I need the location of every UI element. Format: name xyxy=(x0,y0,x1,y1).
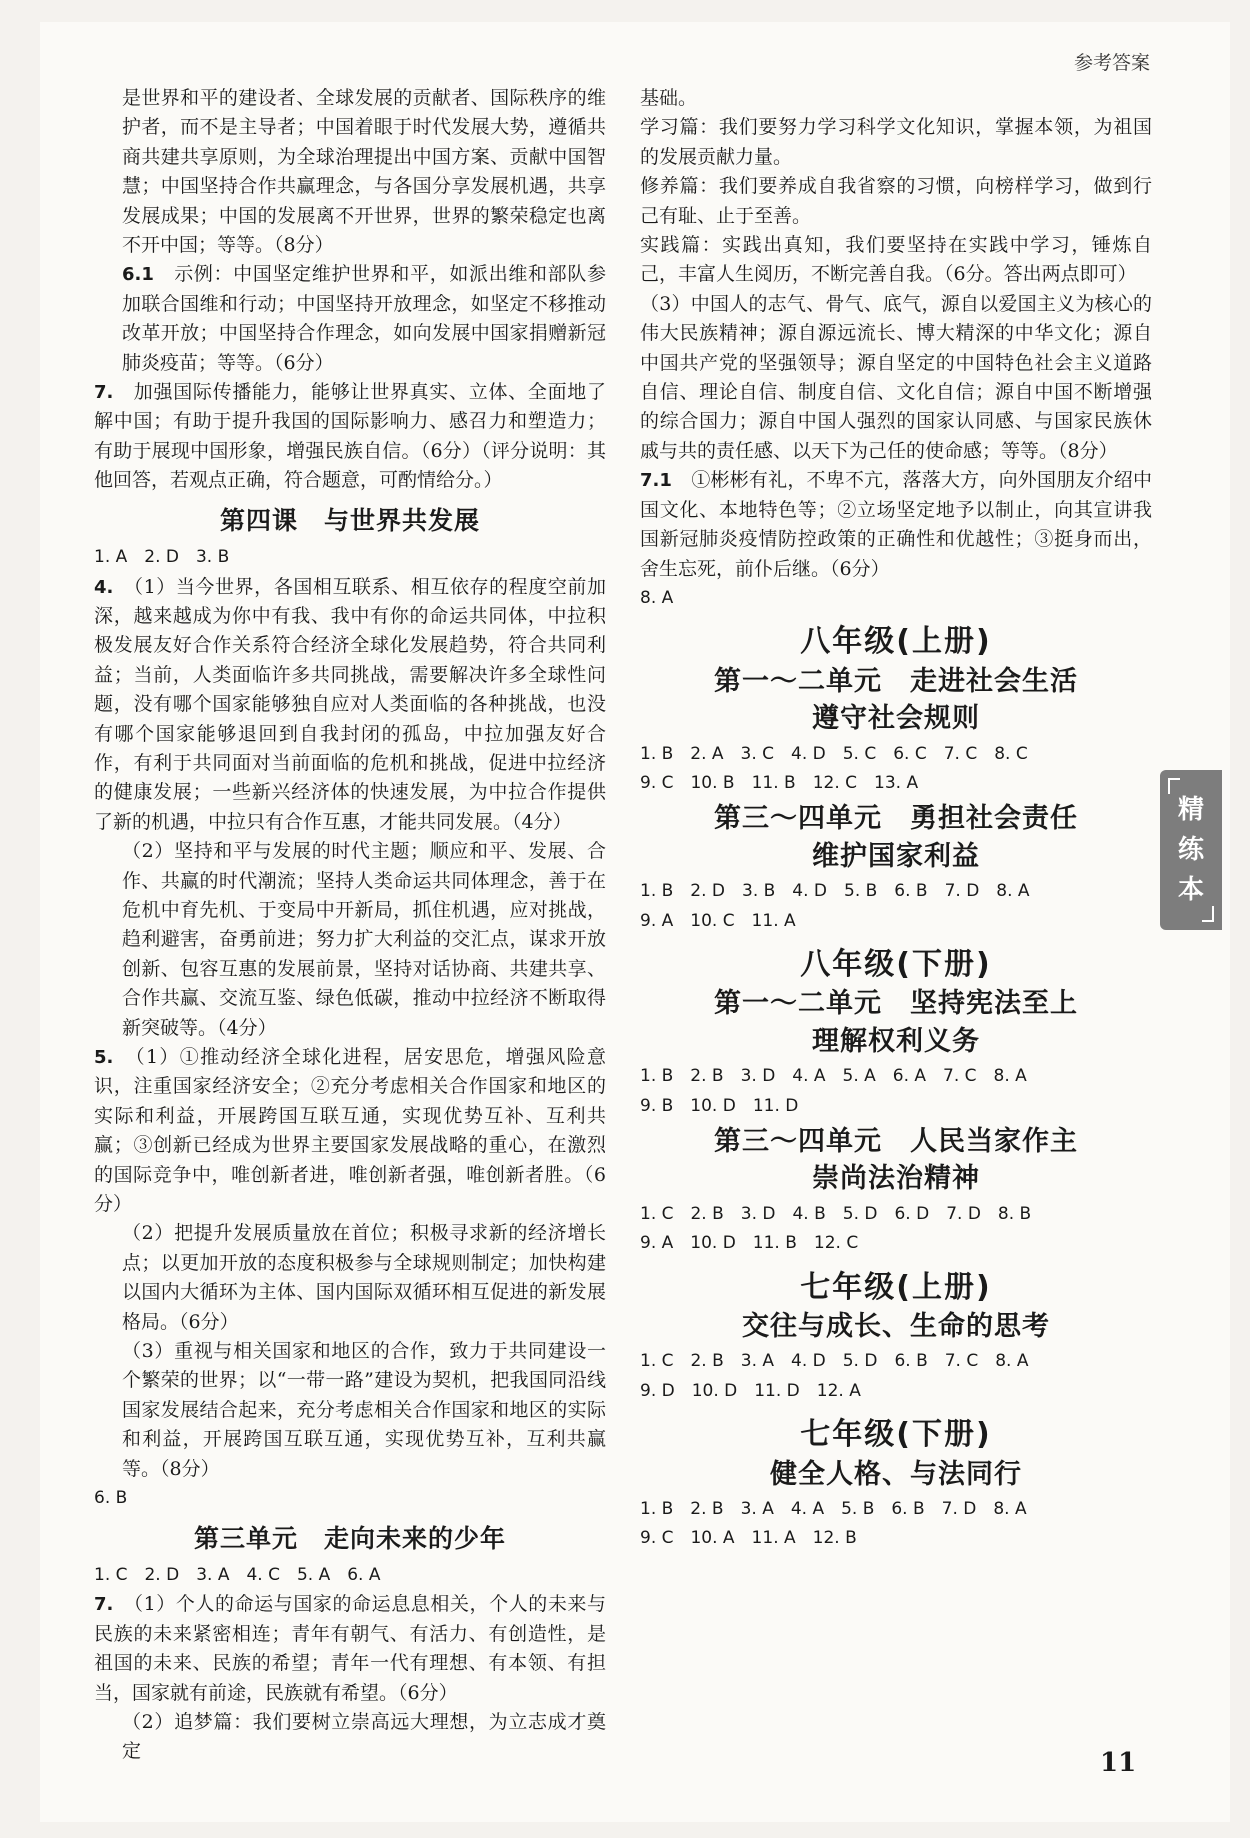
left-column xyxy=(94,84,606,1767)
header-label: 参考答案 xyxy=(1073,52,1150,74)
g7b-answers-2: 9. C 10. A 11. A 12. B xyxy=(640,1528,857,1549)
q6-1-number: 6.1 xyxy=(122,264,154,286)
g7a-answers-2: 9. D 10. D 11. D 12. A xyxy=(640,1380,861,1401)
unit3-mc: 1. C 2. D 3. A 4. C 5. A 6. A xyxy=(94,1564,381,1585)
g8b-unit2-answers-2: 9. A 10. D 11. B 12. C xyxy=(640,1233,859,1254)
side-tab-char-1: 精 xyxy=(1177,795,1204,825)
cont-practice: 实践篇：实践出真知，我们要坚持在实践中学习，锤炼自己，丰富人生阅历，不断完善自我。（6分。答出两点即可） xyxy=(640,234,1152,286)
q8-answer: 8. A xyxy=(640,587,674,608)
g8b-unit1-answers-2: 9. B 10. D 11. D xyxy=(640,1095,799,1116)
cont-cultivation: 修养篇：我们要养成自我省察的习惯，向榜样学习，做到行己有耻、止于至善。 xyxy=(640,175,1152,227)
q5 xyxy=(94,1043,606,1219)
q5-2-text: （2）把提升发展质量放在首位；积极寻求新的经济增长点；以更加开放的态度积极参与全球规则制定；加快构建以国内大循环为主体、国内国际双循环相互促进的新发展格局。（6分） xyxy=(122,1222,606,1333)
page-number: 11 xyxy=(1100,1748,1137,1778)
q7-1 xyxy=(640,466,1152,584)
g7a-answers-1: 1. C 2. B 3. A 4. D 5. D 6. B 7. C 8. A xyxy=(640,1351,1029,1372)
q7-number: 7. xyxy=(94,382,114,404)
side-tab-char-3: 本 xyxy=(1177,875,1204,905)
unit3-q7 xyxy=(94,1590,606,1708)
q7-text: 加强国际传播能力，能够让世界真实、立体、全面地了解中国；有助于提升我国的国际影响力、感召力和塑造力；有助于展现中国形象，增强民族自信。（6分）（评分说明：其他回答，若观点正确，符合题意，可酌情给分。） xyxy=(94,381,606,492)
q4-number: 4. xyxy=(94,576,114,598)
q6-1-text: 示例：中国坚定维护世界和平，如派出维和部队参加联合国维和行动；中国坚持开放理念，如坚定不移推动改革开放；中国坚持合作理念，如向发展中国家捐赠新冠肺炎疫苗；等等。（6分） xyxy=(122,263,606,374)
right-column xyxy=(640,84,1152,1554)
q6-1 xyxy=(94,260,606,378)
g8b-unit2-title: 第三～四单元 人民当家作主 xyxy=(714,1126,1078,1157)
unit3-q7-2-text: （2）追梦篇：我们要树立崇高远大理想，为立志成才奠定 xyxy=(122,1710,606,1763)
g8a-unit2-answers-2: 9. A 10. C 11. A xyxy=(640,910,796,931)
grade7-vol1-heading: 七年级(上册) xyxy=(800,1269,992,1305)
g8a-unit1-answers-2: 9. C 10. B 11. B 12. C 13. A xyxy=(640,772,919,793)
cont-q3: （3）中国人的志气、骨气、底气，源自以爱国主义为核心的伟大民族精神；源自源远流长、博大精深的中华文化；源自中国共产党的坚强领导；源自坚定的中国特色社会主义道路自信、理论自信、制度自信、文化自信；源自中国不断增强的综合国力；源自中国人强烈的国家认同感、与国家民族休戚与共的责任感、以天下为己任的使命感；等等。（8分） xyxy=(640,292,1152,462)
grade7-vol2-heading: 七年级(下册) xyxy=(800,1417,992,1453)
q4 xyxy=(94,573,606,838)
g8b-unit1-answers-1: 1. B 2. B 3. D 4. A 5. A 6. A 7. C 8. A xyxy=(640,1066,1027,1087)
cont-study: 学习篇：我们要努力学习科学文化知识，掌握本领，为祖国的发展贡献力量。 xyxy=(640,116,1152,168)
tab-bracket-top xyxy=(1168,778,1180,794)
unit3-q7-number: 7. xyxy=(94,1594,114,1616)
q7-1-text: ①彬彬有礼，不卑不亢，落落大方，向外国朋友介绍中国文化、本地特色等；②立场坚定地予以制止，向其宣讲我国新冠肺炎疫情防控政策的正确性和优越性；③挺身而出，舍生忘死，前仆后继。（6分） xyxy=(640,469,1152,580)
q4-1-text: （1）当今世界，各国相互联系、相互依存的程度空前加深，越来越成为你中有我、我中有你的命运共同体，中拉积极发展友好合作关系符合经济全球化发展趋势，符合共同利益；当前，人类面临许多共同挑战，需要解决许多全球性问题，没有哪个国家能够独自应对人类面临的各种挑战，也没有哪个国家能够退回到自我封闭的孤岛，中拉加强友好合作，有利于共同面对当前面临的危机和挑战，促进中拉经济的健康发展；一些新兴经济体的快速发展，为中拉合作提供了新的机遇，中拉只有合作互惠，才能共同发展。（4分） xyxy=(94,575,606,833)
unit3-q7-1-text: （1）个人的命运与国家的命运息息相关，个人的未来与民族的未来紧密相连；青年有朝气、有活力、有创造性，是祖国的未来、民族的希望；青年一代有理想、有本领、有担当，国家就有前途，民族就有希望。（6分） xyxy=(94,1593,606,1704)
q5-number: 5. xyxy=(94,1047,114,1068)
tab-bracket-bottom xyxy=(1202,906,1214,922)
g7a-subtitle: 交往与成长、生命的思考 xyxy=(742,1311,1050,1343)
g8a-unit2-answers-1: 1. B 2. D 3. B 4. D 5. B 6. B 7. D 8. A xyxy=(640,881,1030,902)
cont-basis: 基础。 xyxy=(640,87,698,109)
side-tab-char-2: 练 xyxy=(1177,835,1204,865)
g8b-unit1-title: 第一～二单元 坚持宪法至上 xyxy=(714,988,1078,1020)
lesson4-mc: 1. A 2. D 3. B xyxy=(94,547,230,568)
q5-1-text: （1）①推动经济全球化进程，居安思危，增强风险意识，注重国家经济安全；②充分考虑相关合作国家和地区的实际和利益，开展跨国互联互通，实现优势互补、互利共赢；③创新已经成为世界主要国家发展战略的重心，在激烈的国际竞争中，唯创新者进，唯创新者强，唯创新者胜。（6分） xyxy=(94,1046,606,1216)
q6-answer: 6. B xyxy=(94,1488,128,1509)
q5-3-text: （3）重视与相关国家和地区的合作，致力于共同建设一个繁荣的世界；以“一带一路”建设为契机，把我国同沿线国家发展结合起来，充分考虑相关合作国家和地区的实际和利益，开展跨国互联互通，实现优势互补，互利共赢等。（8分） xyxy=(122,1340,606,1480)
g8a-unit2-subtitle: 维护国家利益 xyxy=(812,840,980,872)
g8b-unit2-subtitle: 崇尚法治精神 xyxy=(812,1163,980,1195)
lesson4-heading: 第四课 与世界共发展 xyxy=(219,505,480,535)
side-tab-jinglianben xyxy=(1160,770,1222,930)
q7 xyxy=(94,378,606,496)
g8a-unit1-subtitle: 遵守社会规则 xyxy=(812,703,980,735)
g8a-unit1-answers-1: 1. B 2. A 3. C 4. D 5. C 6. C 7. C 8. C xyxy=(640,743,1028,764)
g8a-unit2-title: 第三～四单元 勇担社会责任 xyxy=(714,803,1078,835)
g8b-unit1-subtitle: 理解权利义务 xyxy=(812,1025,980,1057)
intro-text: 是世界和平的建设者、全球发展的贡献者、国际秩序的维护者，而不是主导者；中国着眼于时代发展大势，遵循共商共建共享原则，为全球治理提出中国方案、贡献中国智慧；中国坚持合作共赢理念，与各国分享发展机遇，共享发展成果；中国的发展离不开世界，世界的繁荣稳定也离不开中国；等等。（8分） xyxy=(122,87,606,257)
unit3-heading: 第三单元 走向未来的少年 xyxy=(193,1523,506,1553)
g8a-unit1-title: 第一～二单元 走进社会生活 xyxy=(714,665,1078,697)
g7b-answers-1: 1. B 2. B 3. A 4. A 5. B 6. B 7. D 8. A xyxy=(640,1499,1027,1520)
grade8-vol1-heading: 八年级(上册) xyxy=(800,624,992,660)
grade8-vol2-heading: 八年级(下册) xyxy=(800,946,992,982)
g8b-unit2-answers-1: 1. C 2. B 3. D 4. B 5. D 6. D 7. D 8. B xyxy=(640,1203,1032,1224)
g7b-subtitle: 健全人格、与法同行 xyxy=(770,1458,1022,1490)
q7-1-number: 7.1 xyxy=(640,470,672,492)
q4-2-text: （2）坚持和平与发展的时代主题；顺应和平、发展、合作、共赢的时代潮流；坚持人类命运共同体理念，善于在危机中育先机、于变局中开新局，抓住机遇，应对挑战，趋利避害，奋勇前进；努力扩大利益的交汇点，谋求开放创新、包容互惠的发展前景，坚持对话协商、共建共享、合作共赢、交流互鉴、绿色低碳，推动中拉经济不断取得新突破等。（4分） xyxy=(122,840,606,1039)
